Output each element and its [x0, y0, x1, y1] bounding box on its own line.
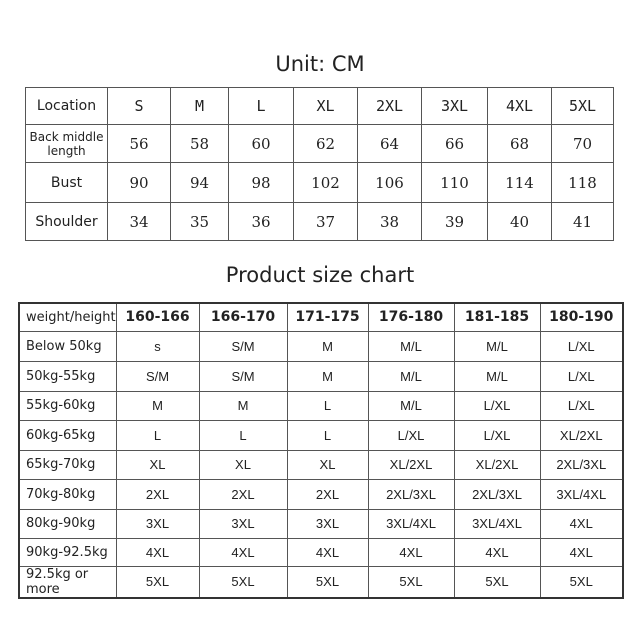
- measurement-header-row: [26, 88, 614, 125]
- size-cell: L/XL: [540, 391, 623, 420]
- weight-row: [19, 361, 623, 391]
- size-header-cell: L: [229, 88, 294, 125]
- size-cell: 5XL: [287, 566, 368, 598]
- value-cell: 34: [108, 203, 171, 241]
- size-chart-title: Product size chart: [225, 263, 415, 287]
- size-cell: 4XL: [368, 538, 454, 566]
- size-cell: 5XL: [540, 566, 623, 598]
- size-cell: 2XL/3XL: [454, 479, 540, 509]
- value-cell: 90: [108, 163, 171, 203]
- height-header-cell: 166-170: [199, 303, 287, 331]
- size-cell: L: [199, 420, 287, 450]
- size-header-cell: 4XL: [488, 88, 552, 125]
- weight-label-cell: 50kg-55kg: [19, 361, 116, 391]
- value-cell: 70: [552, 125, 614, 163]
- height-header-cell: 171-175: [287, 303, 368, 331]
- measurement-table: [25, 87, 614, 241]
- size-header-cell: 3XL: [422, 88, 488, 125]
- size-cell: M/L: [368, 391, 454, 420]
- size-cell: L/XL: [540, 361, 623, 391]
- value-cell: 38: [358, 203, 422, 241]
- height-header-cell: 176-180: [368, 303, 454, 331]
- size-cell: L/XL: [540, 331, 623, 361]
- value-cell: 94: [171, 163, 229, 203]
- size-cell: 3XL/4XL: [454, 509, 540, 538]
- size-chart-header-row: [19, 303, 623, 331]
- size-header-cell: S: [108, 88, 171, 125]
- weight-row: [19, 420, 623, 450]
- value-cell: 39: [422, 203, 488, 241]
- measurement-corner-cell: Location: [26, 88, 108, 125]
- size-cell: 4XL: [199, 538, 287, 566]
- value-cell: 36: [229, 203, 294, 241]
- size-header-cell: 5XL: [552, 88, 614, 125]
- value-cell: 118: [552, 163, 614, 203]
- value-cell: 35: [171, 203, 229, 241]
- row-label-cell: Shoulder: [26, 203, 108, 241]
- size-cell: L: [287, 420, 368, 450]
- size-cell: M: [287, 361, 368, 391]
- size-cell: L: [116, 420, 199, 450]
- size-cell: M: [287, 331, 368, 361]
- value-cell: 98: [229, 163, 294, 203]
- size-cell: 3XL: [116, 509, 199, 538]
- size-cell: s: [116, 331, 199, 361]
- size-cell: XL: [199, 450, 287, 479]
- value-cell: 58: [171, 125, 229, 163]
- value-cell: 102: [294, 163, 358, 203]
- size-cell: XL: [287, 450, 368, 479]
- weight-row: [19, 391, 623, 420]
- size-cell: 2XL: [287, 479, 368, 509]
- value-cell: 114: [488, 163, 552, 203]
- size-cell: M: [199, 391, 287, 420]
- size-header-cell: XL: [294, 88, 358, 125]
- row-label-cell: Bust: [26, 163, 108, 203]
- size-chart-table: [18, 302, 624, 599]
- size-cell: M/L: [454, 331, 540, 361]
- value-cell: 41: [552, 203, 614, 241]
- measurement-row: [26, 203, 614, 241]
- weight-label-cell: 55kg-60kg: [19, 391, 116, 420]
- size-cell: M: [116, 391, 199, 420]
- weight-label-cell: 90kg-92.5kg: [19, 538, 116, 566]
- size-header-cell: 2XL: [358, 88, 422, 125]
- weight-row: [19, 566, 623, 598]
- value-cell: 110: [422, 163, 488, 203]
- value-cell: 62: [294, 125, 358, 163]
- value-cell: 106: [358, 163, 422, 203]
- size-cell: M/L: [454, 361, 540, 391]
- size-cell: 5XL: [199, 566, 287, 598]
- size-cell: XL: [116, 450, 199, 479]
- size-cell: S/M: [199, 331, 287, 361]
- size-cell: 2XL/3XL: [540, 450, 623, 479]
- size-cell: 2XL: [116, 479, 199, 509]
- value-cell: 64: [358, 125, 422, 163]
- size-cell: XL/2XL: [454, 450, 540, 479]
- size-header-cell: M: [171, 88, 229, 125]
- size-cell: M/L: [368, 361, 454, 391]
- size-cell: XL/2XL: [540, 420, 623, 450]
- height-header-cell: 180-190: [540, 303, 623, 331]
- weight-label-cell: Below 50kg: [19, 331, 116, 361]
- size-cell: 3XL/4XL: [540, 479, 623, 509]
- size-cell: S/M: [116, 361, 199, 391]
- size-cell: 3XL: [287, 509, 368, 538]
- size-chart-corner-cell: weight/height: [19, 303, 116, 331]
- weight-row: [19, 479, 623, 509]
- weight-label-cell: 80kg-90kg: [19, 509, 116, 538]
- size-cell: 5XL: [116, 566, 199, 598]
- size-cell: 4XL: [287, 538, 368, 566]
- row-label-cell: Back middle length: [26, 125, 108, 163]
- weight-label-cell: 70kg-80kg: [19, 479, 116, 509]
- weight-label-cell: 60kg-65kg: [19, 420, 116, 450]
- size-cell: L: [287, 391, 368, 420]
- value-cell: 37: [294, 203, 358, 241]
- weight-row: [19, 331, 623, 361]
- weight-label-cell: 92.5kg or more: [19, 566, 116, 598]
- height-header-cell: 160-166: [116, 303, 199, 331]
- size-cell: 2XL/3XL: [368, 479, 454, 509]
- size-cell: M/L: [368, 331, 454, 361]
- unit-title: Unit: CM: [275, 52, 365, 76]
- size-cell: 4XL: [116, 538, 199, 566]
- size-cell: 4XL: [454, 538, 540, 566]
- weight-label-cell: 65kg-70kg: [19, 450, 116, 479]
- size-cell: 4XL: [540, 538, 623, 566]
- size-cell: L/XL: [368, 420, 454, 450]
- size-cell: 3XL/4XL: [368, 509, 454, 538]
- value-cell: 56: [108, 125, 171, 163]
- size-cell: 2XL: [199, 479, 287, 509]
- value-cell: 60: [229, 125, 294, 163]
- height-header-cell: 181-185: [454, 303, 540, 331]
- value-cell: 40: [488, 203, 552, 241]
- value-cell: 68: [488, 125, 552, 163]
- size-cell: L/XL: [454, 391, 540, 420]
- size-cell: 4XL: [540, 509, 623, 538]
- size-cell: L/XL: [454, 420, 540, 450]
- size-cell: 3XL: [199, 509, 287, 538]
- size-cell: XL/2XL: [368, 450, 454, 479]
- weight-row: [19, 450, 623, 479]
- measurement-row: [26, 163, 614, 203]
- size-cell: S/M: [199, 361, 287, 391]
- weight-row: [19, 538, 623, 566]
- measurement-row: [26, 125, 614, 163]
- weight-row: [19, 509, 623, 538]
- size-cell: 5XL: [368, 566, 454, 598]
- value-cell: 66: [422, 125, 488, 163]
- size-cell: 5XL: [454, 566, 540, 598]
